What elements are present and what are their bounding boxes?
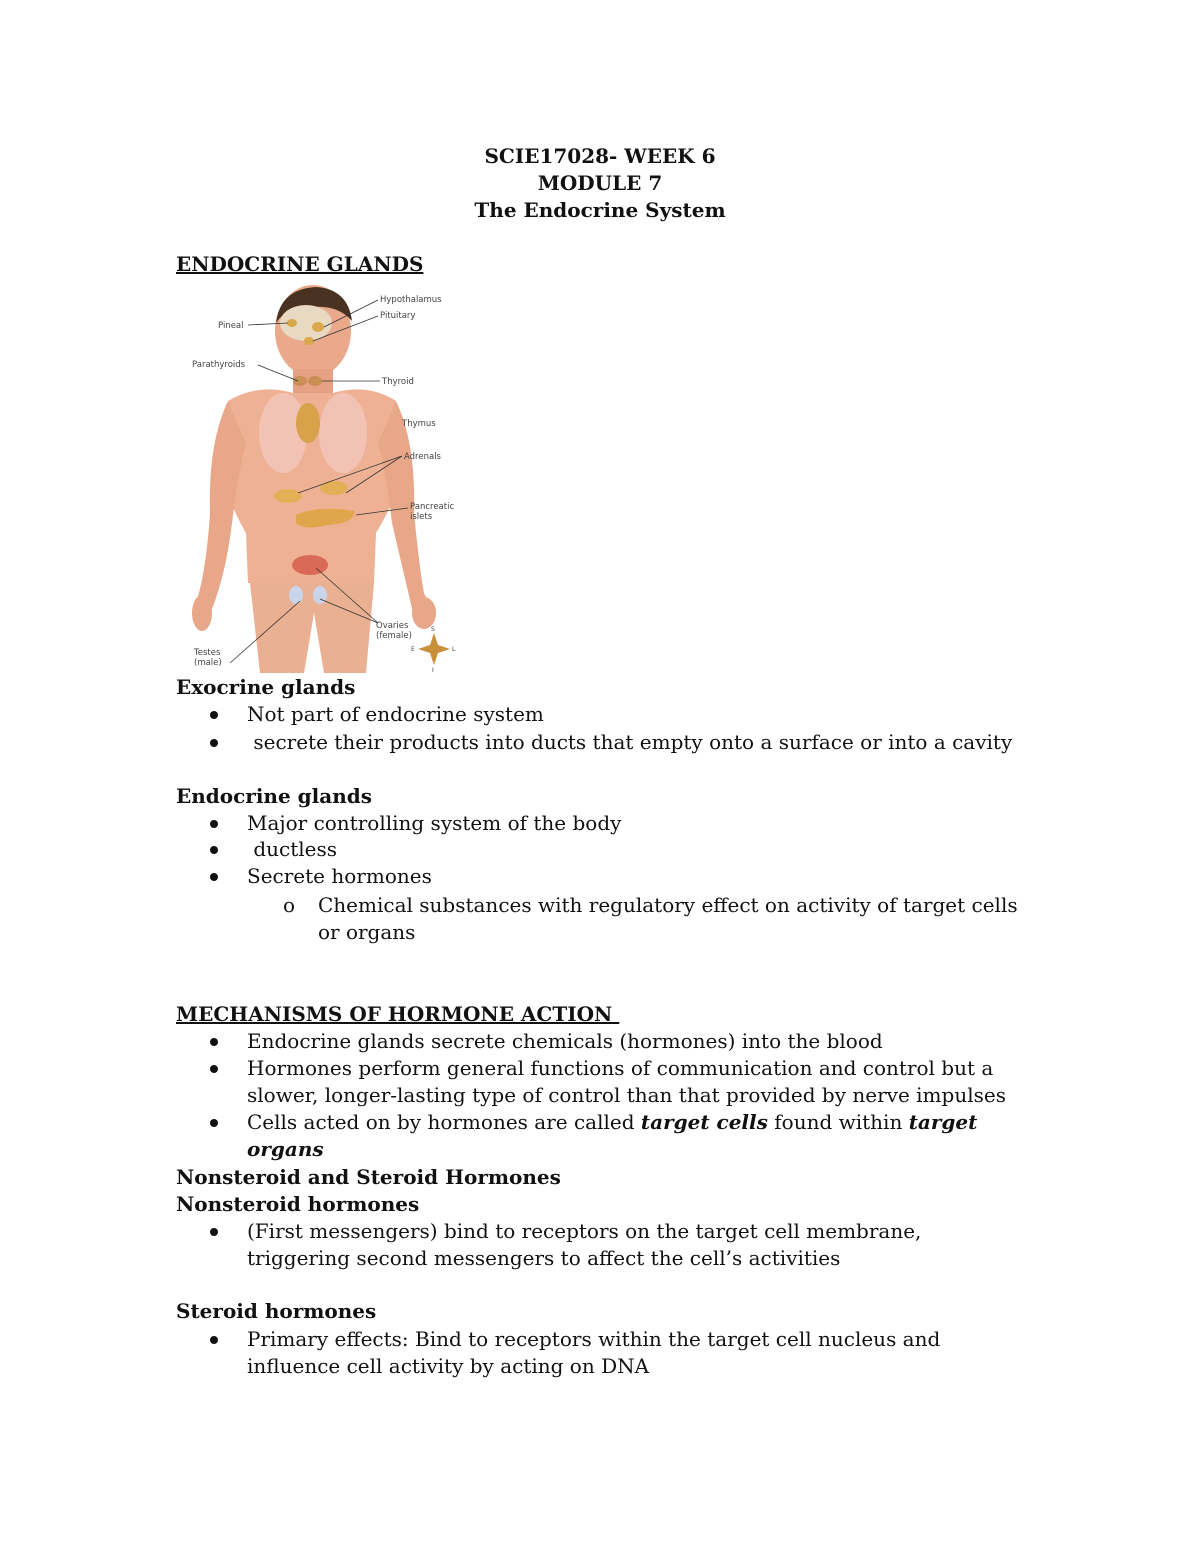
bullet-text: Endocrine glands secrete chemicals (hormones) into the blood bbox=[247, 1029, 883, 1053]
bullet-text: ductless bbox=[247, 837, 338, 861]
label-ovaries: Ovaries bbox=[376, 621, 409, 631]
course-code-title: SCIE17028- WEEK 6 bbox=[484, 144, 716, 168]
nonsteroid-heading: Nonsteroid hormones bbox=[176, 1192, 420, 1216]
bullet-text: Primary effects: Bind to receptors within the target cell nucleus and influence cell activity by acting on DNA bbox=[247, 1327, 941, 1378]
endocrine-system-figure bbox=[188, 283, 468, 673]
bullet-dot bbox=[210, 1336, 218, 1344]
mechanisms-section-heading: MECHANISMS OF HORMONE ACTION bbox=[176, 1002, 620, 1026]
exocrine-heading: Exocrine glands bbox=[176, 675, 356, 699]
sub-bullet-text: Chemical substances with regulatory effect on activity of target cells or organs bbox=[318, 893, 1018, 944]
label-adrenals: Adrenals bbox=[404, 452, 441, 462]
label-thymus: Thymus bbox=[402, 419, 436, 429]
bullet-dot bbox=[210, 1038, 218, 1046]
compass-l: L bbox=[452, 646, 456, 653]
bullet-text: secrete their products into ducts that empty onto a surface or into a cavity bbox=[247, 730, 1013, 754]
label-islets: islets bbox=[410, 512, 433, 522]
target-text-mid: found within bbox=[767, 1110, 909, 1134]
compass-e: E bbox=[411, 646, 415, 653]
topic-title: The Endocrine System bbox=[474, 198, 726, 222]
endocrine-heading: Endocrine glands bbox=[176, 784, 372, 808]
target-text-pre: Cells acted on by hormones are called bbox=[247, 1110, 641, 1134]
label-female: (female) bbox=[376, 631, 412, 641]
bullet-text: Secrete hormones bbox=[247, 864, 432, 888]
target-organs-emphasis: target organs bbox=[247, 1110, 978, 1161]
bullet-dot bbox=[210, 1119, 218, 1127]
bullet-dot bbox=[210, 1065, 218, 1073]
label-parathyroids: Parathyroids bbox=[192, 360, 246, 370]
bullet-dot bbox=[210, 711, 218, 719]
endocrine-glands-section-heading: ENDOCRINE GLANDS bbox=[176, 252, 424, 276]
label-male: (male) bbox=[194, 658, 222, 668]
sub-bullet-marker: o bbox=[283, 893, 296, 917]
human-body-illustration bbox=[192, 285, 436, 673]
compass-i: I bbox=[432, 667, 434, 673]
bullet-dot bbox=[210, 846, 218, 854]
bullet-text bbox=[247, 1109, 1037, 1163]
bullet-text: (First messengers) bind to receptors on the target cell membrane, triggering second messengers to affect the cell’s activities bbox=[247, 1219, 922, 1270]
bullet-text: Not part of endocrine system bbox=[247, 702, 544, 726]
target-cells-emphasis: target cells bbox=[640, 1110, 768, 1134]
nonsteroid-steroid-heading: Nonsteroid and Steroid Hormones bbox=[176, 1165, 561, 1189]
bullet-dot bbox=[210, 873, 218, 881]
label-pineal: Pineal bbox=[218, 321, 244, 331]
bullet-dot bbox=[210, 739, 218, 747]
bullet-text: Hormones perform general functions of communication and control but a slower, longer-lasting type of control than that provided by nerve impulses bbox=[247, 1056, 1006, 1107]
label-pancreatic: Pancreatic bbox=[410, 502, 455, 512]
bullet-dot bbox=[210, 820, 218, 828]
bullet-text: Major controlling system of the body bbox=[247, 811, 622, 835]
document-title-block bbox=[0, 143, 1200, 224]
label-testes: Testes bbox=[194, 648, 221, 658]
module-title: MODULE 7 bbox=[537, 171, 663, 195]
compass-rose-icon bbox=[411, 626, 456, 673]
label-thyroid: Thyroid bbox=[382, 377, 414, 387]
compass-s: S bbox=[431, 626, 435, 633]
label-pituitary: Pituitary bbox=[380, 311, 416, 321]
steroid-heading: Steroid hormones bbox=[176, 1299, 377, 1323]
label-hypothalamus: Hypothalamus bbox=[380, 295, 442, 305]
endocrine-diagram bbox=[188, 283, 468, 673]
bullet-dot bbox=[210, 1228, 218, 1236]
